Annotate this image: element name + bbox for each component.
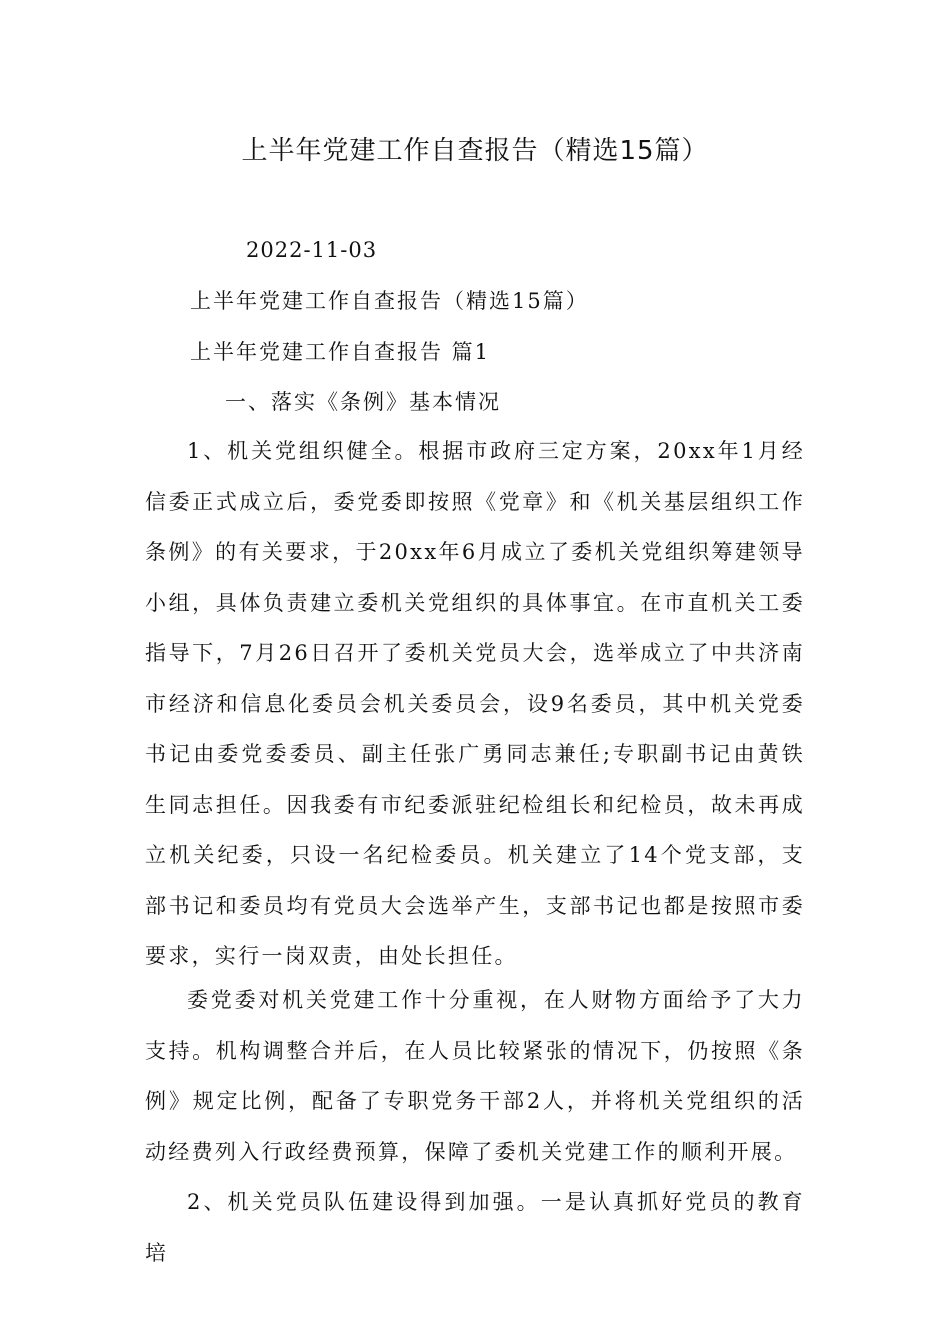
body-paragraph: 1、机关党组织健全。根据市政府三定方案，20xx年1月经信委正式成立后，委党委即按照《党章》和《机关基层组织工作条例》的有关要求，于20xx年6月成立了委机关党组织筹建领导小组，具体负责建立委机关党组织的具体事宜。在市直机关工委指导下，7月26日召开了委机关党员大会，选举成立了中共济南市经济和信息化委员会机关委员会，设9名委员，其中机关党委书记由委党委委员、副主任张广勇同志兼任;专职副书记由黄铁生同志担任。因我委有市纪委派驻纪检组长和纪检员，故未再成立机关纪委，只设一名纪检委员。机关建立了14个党支部，支部书记和委员均有党员大会选举产生，支部书记也都是按照市委要求，实行一岗双责，由处长担任。 xyxy=(145,439,805,968)
document-subtitle: 上半年党建工作自查报告（精选15篇） xyxy=(190,289,589,313)
section-title: 上半年党建工作自查报告 篇1 xyxy=(190,340,491,364)
body-paragraph: 2、机关党员队伍建设得到加强。一是认真抓好党员的教育培 xyxy=(145,1190,805,1265)
section-heading: 一、落实《条例》基本情况 xyxy=(225,390,501,414)
body-paragraph: 委党委对机关党建工作十分重视，在人财物方面给予了大力支持。机构调整合并后，在人员比较紧张的情况下，仍按照《条例》规定比例，配备了专职党务干部2人，并将机关党组织的活动经费列入行政经费预算，保障了委机关党建工作的顺利开展。 xyxy=(145,988,805,1164)
document-date: 2022-11-03 xyxy=(246,238,378,262)
document-title: 上半年党建工作自查报告（精选15篇） xyxy=(241,136,709,166)
